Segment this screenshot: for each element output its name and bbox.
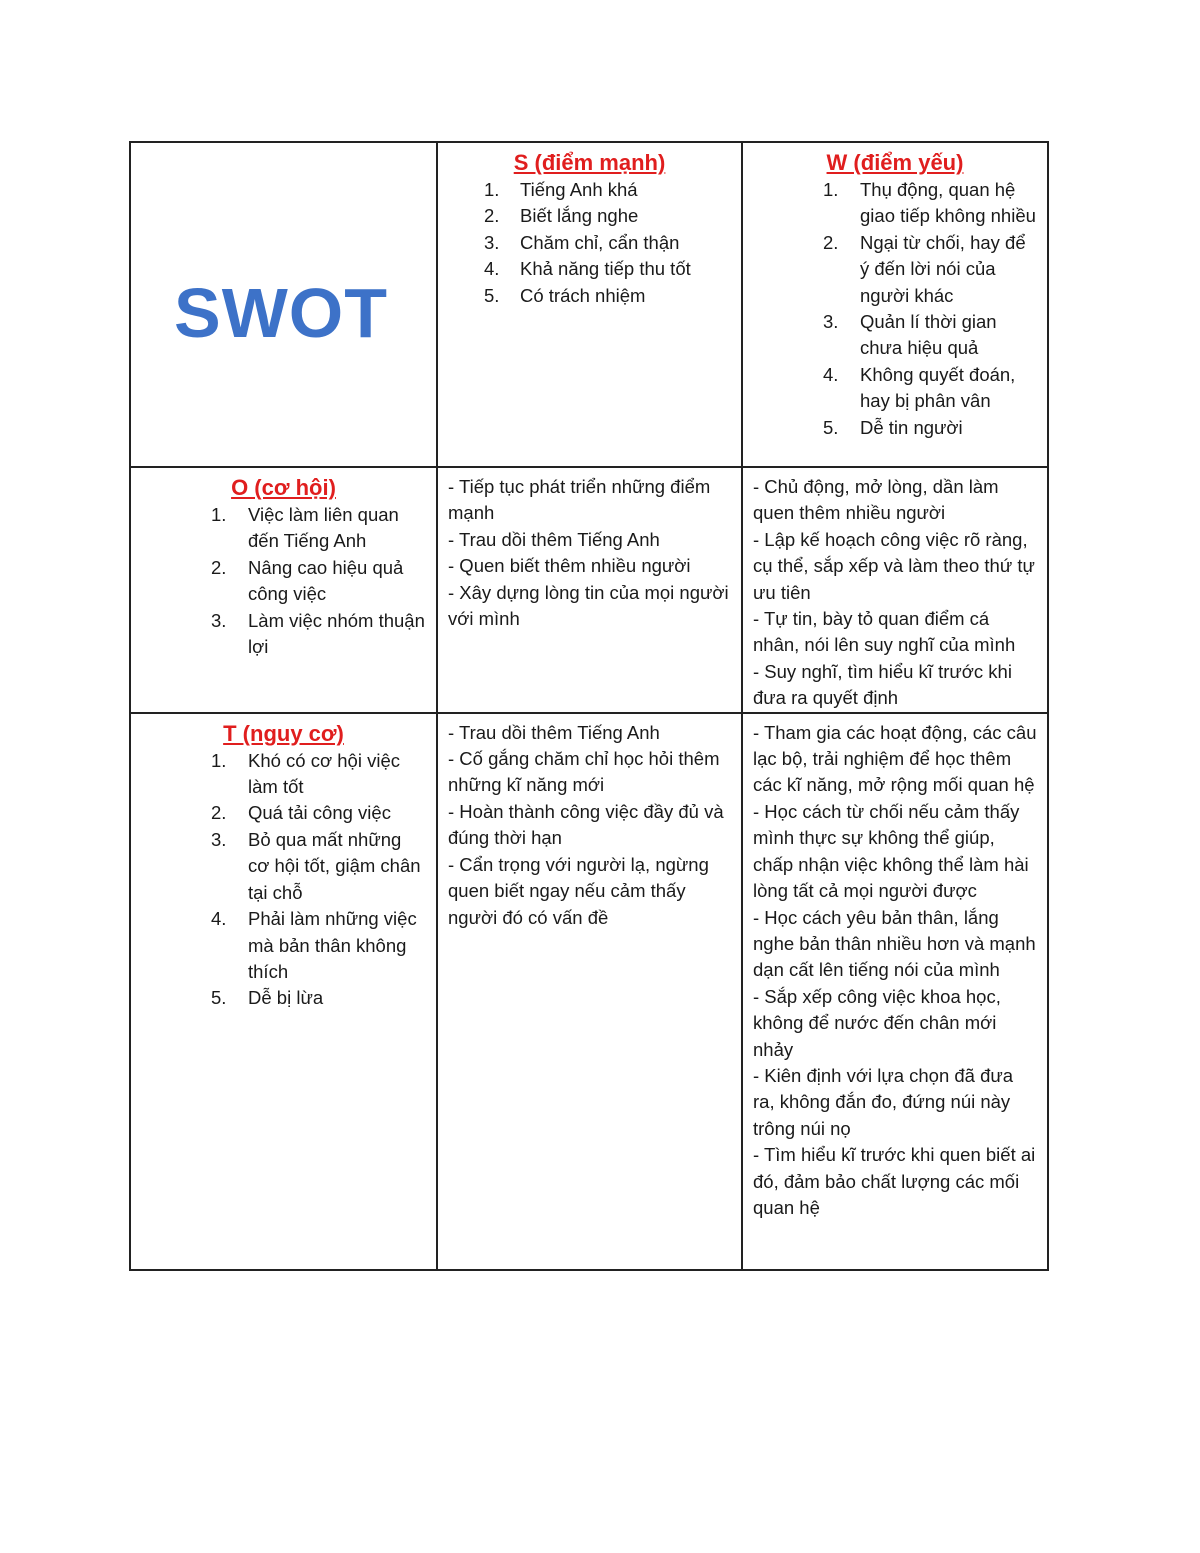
- list-item: 5. Dễ bị lừa: [211, 987, 324, 1009]
- list-item: 3. Quản lí thời gian chưa hiệu quả: [823, 311, 997, 359]
- strengths-list: [448, 177, 731, 309]
- so-line: - Xây dựng lòng tin của mọi người với mình: [448, 581, 729, 630]
- list-item: 5. Có trách nhiệm: [484, 284, 646, 306]
- opportunities-cell: [130, 467, 437, 713]
- list-item: 2. Biết lắng nghe: [484, 205, 639, 227]
- weaknesses-cell: [742, 142, 1048, 467]
- opportunities-list: [141, 502, 426, 660]
- list-item: 3. Bỏ qua mất những cơ hội tốt, giậm chân tại chỗ: [211, 828, 421, 903]
- list-item: 1. Thụ động, quan hệ giao tiếp không nhiều: [823, 179, 1036, 227]
- st-line: - Hoàn thành công việc đầy đủ và đúng thời hạn: [448, 800, 724, 849]
- so-line: - Quen biết thêm nhiều người: [448, 555, 691, 577]
- weaknesses-heading: W (điểm yếu): [826, 150, 964, 175]
- wo-line: - Lập kế hoạch công việc rõ ràng, cụ thể, sắp xếp và làm theo thứ tự ưu tiên: [753, 528, 1035, 603]
- strengths-heading: S (điểm mạnh): [513, 150, 666, 175]
- wt-line: - Kiên định với lựa chọn đã đưa ra, không đắn đo, đứng núi này trông núi nọ: [753, 1064, 1014, 1139]
- table-row: [130, 713, 1048, 1270]
- so-strategy-cell: [437, 467, 742, 713]
- list-item: 1. Khó có cơ hội việc làm tốt: [211, 749, 400, 798]
- list-item: 3. Chăm chỉ, cẩn thận: [484, 231, 680, 253]
- wo-line: - Suy nghĩ, tìm hiểu kĩ trước khi đưa ra quyết định: [753, 660, 1012, 709]
- list-item: 2. Quá tải công việc: [211, 802, 391, 824]
- table-row: [130, 142, 1048, 467]
- opportunities-heading: O (cơ hội): [231, 475, 336, 500]
- list-item: 4. Phải làm những việc mà bản thân không thích: [211, 908, 417, 982]
- wt-line: - Học cách yêu bản thân, lắng nghe bản thân nhiều hơn và mạnh dạn cất lên tiếng nói của mình: [753, 906, 1036, 981]
- list-item: 1. Việc làm liên quan đến Tiếng Anh: [211, 504, 399, 552]
- list-item: 4. Khả năng tiếp thu tốt: [484, 258, 691, 280]
- swot-table: [129, 141, 1049, 1271]
- st-line: - Trau dồi thêm Tiếng Anh: [448, 721, 660, 743]
- swot-logo: SWOT: [174, 273, 388, 352]
- list-item: 3. Làm việc nhóm thuận lợi: [211, 609, 425, 658]
- threats-heading: T (nguy cơ): [223, 720, 344, 746]
- list-item: 4. Không quyết đoán, hay bị phân vân: [823, 363, 1016, 412]
- strengths-cell: [437, 142, 742, 467]
- swot-logo-cell: [130, 142, 437, 467]
- threats-list: [141, 748, 426, 1012]
- wo-line: - Chủ động, mở lòng, dần làm quen thêm nhiều người: [753, 476, 999, 524]
- threats-cell: [130, 713, 437, 1270]
- list-item: 1. Tiếng Anh khá: [484, 179, 638, 200]
- so-line: - Tiếp tục phát triển những điểm mạnh: [448, 476, 711, 524]
- st-line: - Cố gắng chăm chỉ học hỏi thêm những kĩ năng mới: [448, 748, 720, 796]
- st-line: - Cẩn trọng với người lạ, ngừng quen biết ngay nếu cảm thấy người đó có vấn đề: [448, 853, 709, 928]
- so-line: - Trau dồi thêm Tiếng Anh: [448, 528, 660, 550]
- wt-strategy-cell: [742, 713, 1048, 1270]
- st-strategy-cell: [437, 713, 742, 1270]
- wt-line: - Tham gia các hoạt động, các câu lạc bộ, trải nghiệm để học thêm các kĩ năng, mở rộng mối quan hệ: [753, 721, 1037, 796]
- weaknesses-list: [753, 177, 1037, 441]
- list-item: 2. Nâng cao hiệu quả công việc: [211, 556, 404, 605]
- wt-line: - Tìm hiểu kĩ trước khi quen biết ai đó, đảm bảo chất lượng các mối quan hệ: [753, 1144, 1036, 1218]
- wt-line: - Sắp xếp công việc khoa học, không để nước đến chân mới nhảy: [753, 985, 1001, 1060]
- list-item: 2. Ngại từ chối, hay để ý đến lời nói của người khác: [823, 231, 1026, 306]
- table-row: [130, 467, 1048, 713]
- wo-strategy-cell: [742, 467, 1048, 713]
- list-item: 5. Dễ tin người: [823, 416, 963, 438]
- wt-line: - Học cách từ chối nếu cảm thấy mình thực sự không thể giúp, chấp nhận việc không thể làm hài lòng tất cả mọi người được: [753, 800, 1029, 902]
- wo-line: - Tự tin, bày tỏ quan điểm cá nhân, nói lên suy nghĩ của mình: [753, 608, 1016, 656]
